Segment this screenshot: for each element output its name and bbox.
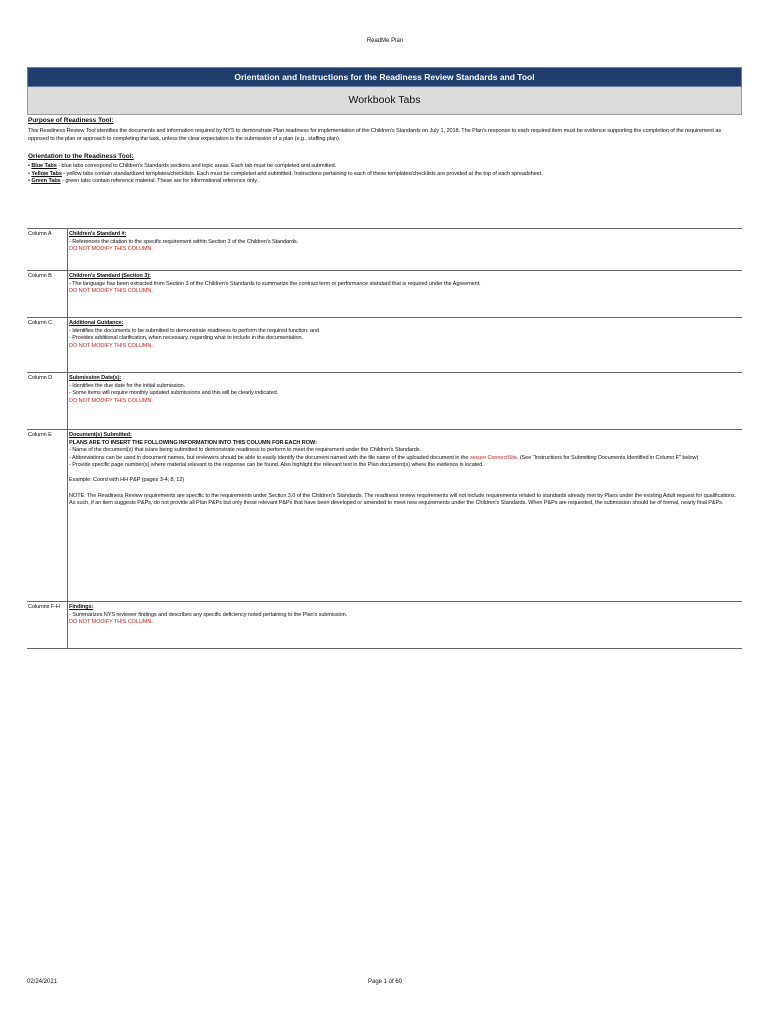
sheet-header — [27, 67, 742, 186]
footer-date: 02/24/2021 — [27, 979, 58, 985]
column-b-title: Children's Standard (Section 3): — [69, 273, 151, 279]
orientation-item — [28, 163, 742, 171]
column-c-body — [68, 318, 742, 372]
column-d-line: - Some items will require monthly updated submissions and this will be clearly indicated. — [69, 390, 279, 397]
column-e-body — [68, 430, 742, 601]
column-a-label: Column A — [27, 229, 68, 270]
columns-fh-title: Findings: — [69, 604, 94, 610]
column-a-line: - References the citation to the specific requirement within Section 3 of the Children's Standards. — [69, 238, 299, 245]
column-e-row — [27, 430, 742, 602]
do-not-modify-note: DO NOT MODIFY THIS COLUMN. — [69, 397, 153, 404]
column-e-title: Document(s) Submitted: — [69, 432, 132, 438]
column-e-label: Column E — [27, 430, 68, 601]
column-e-line — [69, 455, 742, 463]
purpose-heading: Purpose of Readiness Tool: — [28, 117, 114, 124]
column-a-row — [27, 229, 742, 271]
bullet: • — [28, 170, 30, 177]
columns-fh-row — [27, 602, 742, 649]
column-b-body — [68, 271, 742, 317]
column-d-body — [68, 373, 742, 429]
purpose-section — [27, 117, 742, 143]
do-not-modify-note: DO NOT MODIFY THIS COLUMN. — [69, 288, 153, 295]
column-d-label: Column D — [27, 373, 68, 429]
column-c-line: - Identifies the documents to be submitted to demonstrate readiness to perform the required function; and — [69, 327, 320, 334]
column-e-example: Example: Coord with HH P&P (pages 3-4; 8, 12) — [69, 476, 185, 483]
column-descriptions — [27, 228, 742, 649]
do-not-modify-note: DO NOT MODIFY THIS COLUMN. — [69, 342, 153, 349]
columns-fh-line: - Summarizes NYS reviewer findings and describes any specific deficiency noted pertaining to the Plan's submission. — [69, 611, 348, 618]
columns-fh-body — [68, 602, 742, 648]
column-e-line: - Name of the document(s) that is/are being submitted to demonstrate readiness to perform to meet the requirement under the Children's Standards. — [69, 447, 421, 454]
blue-tabs-label: Blue Tabs — [31, 163, 57, 170]
orientation-item — [28, 171, 742, 179]
orientation-heading: Orientation to the Readiness Tool: — [28, 153, 134, 161]
green-tabs-text: - green tabs contain reference material. These are for informational reference only. — [60, 178, 258, 185]
column-e-line2-end: . (See "Instructions for Submitting Documents Identified in Column F" below) — [516, 454, 699, 461]
do-not-modify-note: DO NOT MODIFY THIS COLUMN. — [69, 246, 153, 253]
workbook-tabs-title: Workbook Tabs — [27, 87, 742, 115]
column-e-line2-start: - Abbreviations can be used in document names, but reviewers should be able to easily identify the document named with the file name of the uploaded document in the — [69, 454, 470, 461]
purpose-text: This Readiness Review Tool identifies the documents and information required by NYS to demonstrate Plan readiness for implementation of the Children's Standards on July 1, 2018. The Plan's response to each required item must be evidence supporting the completion of the requirement as opposed to the plan or approach to completing the task, unless the clear expectation is the submission of a plan (e.g., staffing plan). — [28, 128, 722, 142]
column-b-label: Column B — [27, 271, 68, 317]
yellow-tabs-text: - yellow tabs contain standardized templates/checklists. Each must be completed and submitted. Instructions pertaining to each of these templates/checklists are provided at the top of each spreadsheet. — [61, 170, 543, 177]
column-c-label: Column C — [27, 318, 68, 372]
columns-fh-label: Columns F-H — [27, 602, 68, 648]
column-c-row — [27, 318, 742, 373]
column-c-title: Additional Guidance: — [69, 320, 124, 326]
bullet: • — [28, 178, 30, 185]
column-a-body — [68, 229, 742, 270]
column-e-note: NOTE: The Readiness Review requirements are specific to the requirements under Section 3.0 of the Children's Standards. The readiness review requirements will not include requirements related to standards already met by Plans under the existing Adult request for qualifications. As such, if an item suggests P&Ps, do not provide all Plan P&Ps but only those relevant P&Ps that have been developed or amended to meet new requirements under the Children's Standards. When P&Ps are requested, the submission should be of formal, nearly final P&Ps. — [69, 492, 737, 507]
column-d-line: - Identifies the due date for the initial submission. — [69, 382, 185, 389]
orientation-item — [28, 178, 742, 186]
column-d-title: Submission Date(s): — [69, 375, 122, 381]
page-header: ReadMe Plan — [366, 38, 404, 44]
column-b-row — [27, 271, 742, 318]
blue-tabs-text: - blue tabs correspond to Children's Standards sections and topic areas. Each tab must be completed and submitted. — [56, 163, 337, 170]
column-c-line: - Provides additional clarification, when necessary, regarding what to include in the documentation. — [69, 335, 303, 342]
footer-page-number: Page 1 of 60 — [367, 979, 403, 985]
banner-title: Orientation and Instructions for the Readiness Review Standards and Tool — [27, 67, 742, 87]
bullet: • — [28, 163, 30, 170]
column-b-line: - The language has been extracted from Section 3 of the Children's Standards to summarize the contract term or performance standard that is required under the Agreement. — [69, 280, 481, 287]
connectsite-link[interactable]: secure ConnectSite — [469, 454, 517, 461]
green-tabs-label: Green Tabs — [31, 178, 61, 185]
column-e-line: - Provide specific page number(s) where material relevant to the response can be found. Also highlight the relevant text in the Plan document(s) where the evidence is located. — [69, 462, 484, 469]
yellow-tabs-label: Yellow Tabs — [31, 170, 62, 177]
do-not-modify-note: DO NOT MODIFY THIS COLUMN. — [69, 619, 153, 626]
column-e-instruction: PLANS ARE TO INSERT THE FOLLOWING INFORMATION INTO THIS COLUMN FOR EACH ROW: — [69, 439, 317, 446]
column-d-row — [27, 373, 742, 430]
orientation-section — [27, 153, 742, 186]
column-a-title: Children's Standard #: — [69, 231, 127, 237]
